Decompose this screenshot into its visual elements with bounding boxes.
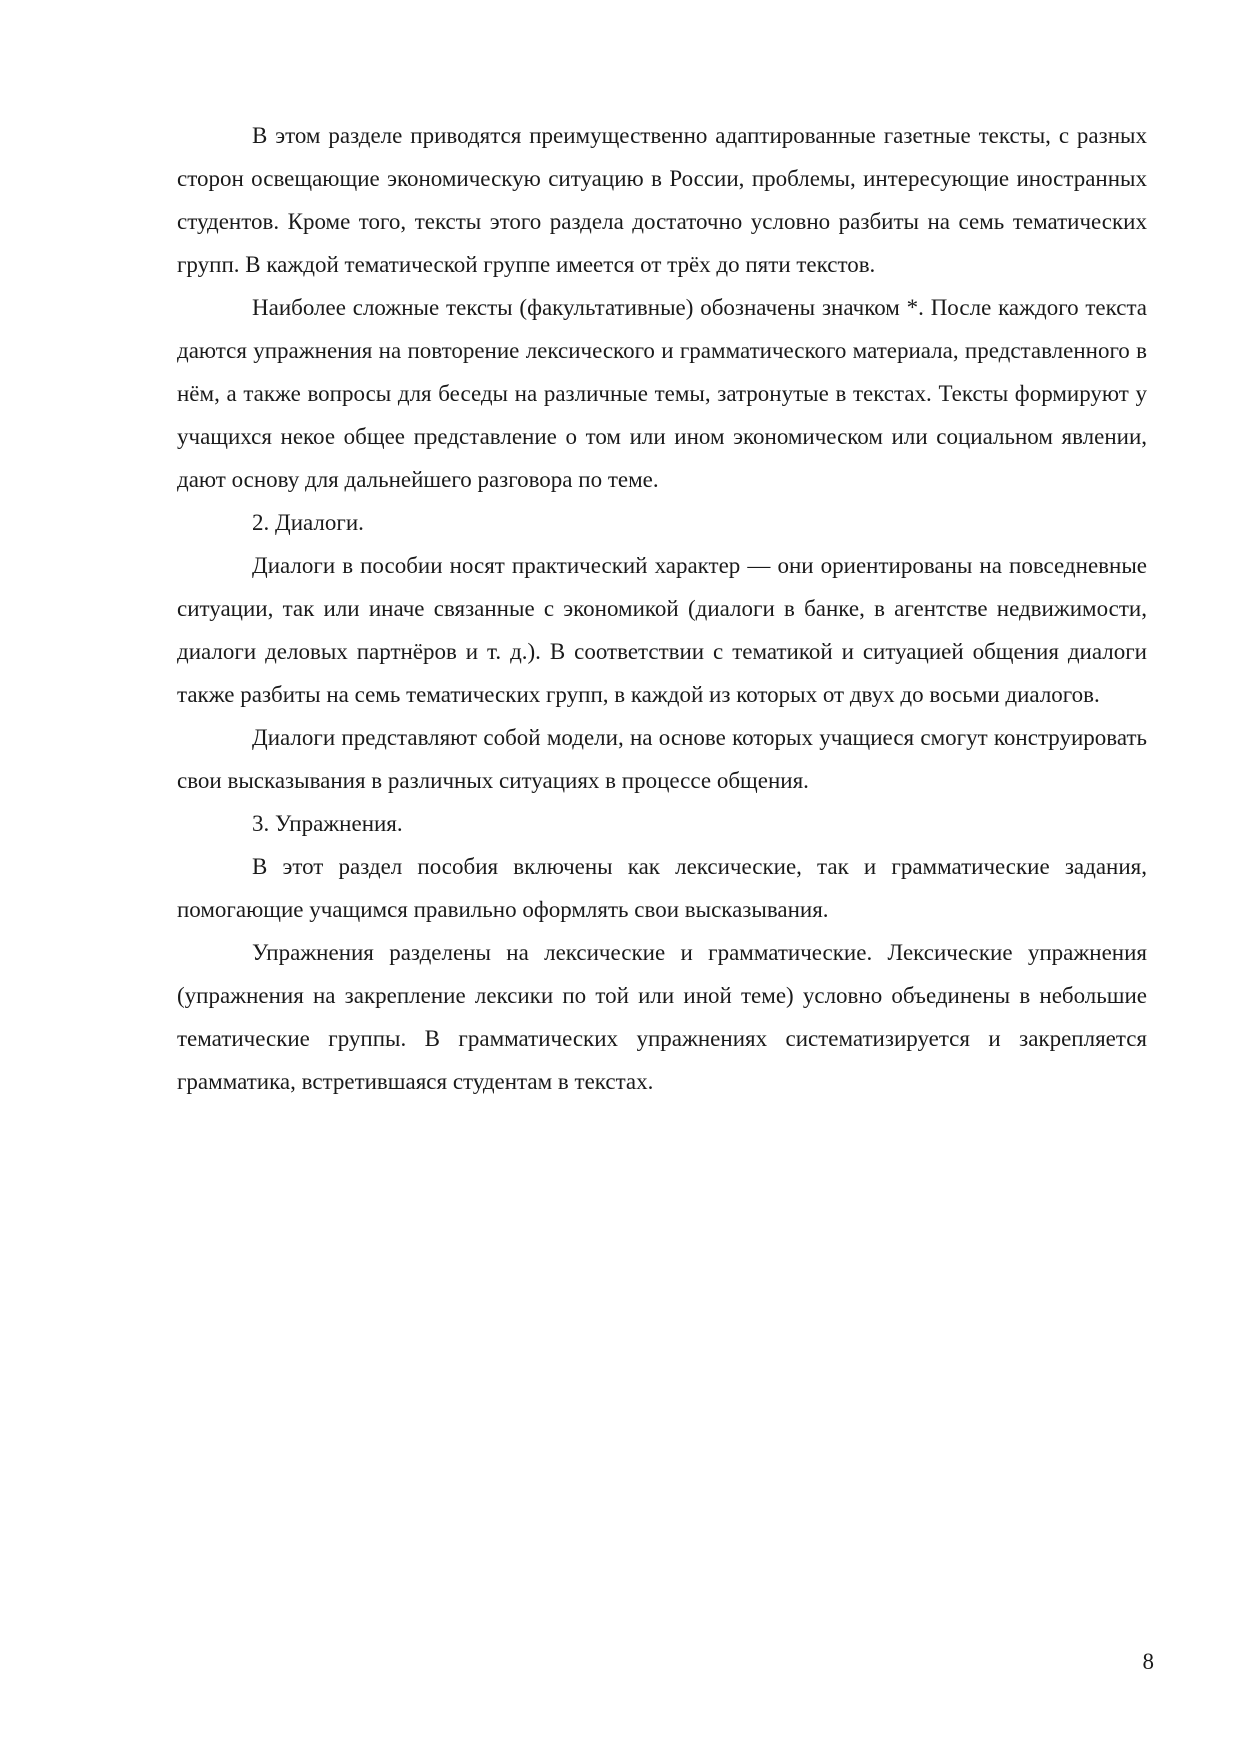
body-text <box>177 114 1147 1103</box>
paragraph-exercises-types: Упражнения разделены на лексические и грамматические. Лексические упражнения (упражнения на закрепление лексики по той или иной теме) условно объединены в небольшие тематические группы. В грамматических упражнениях систематизируется и закрепляется грамматика, встретившаяся студентам в текстах. <box>177 940 1147 1094</box>
paragraph-exercises-tasks: В этот раздел пособия включены как лексические, так и грамматические задания, помогающие учащимся правильно оформлять свои высказывания. <box>177 854 1147 922</box>
paragraph-difficult-texts: Наиболее сложные тексты (факультативные) обозначены значком *. После каждого текста даются упражнения на повторение лексического и грамматического материала, представленного в нём, а также вопросы для беседы на различные темы, затронутые в текстах. Тексты формируют у учащихся некое общее представление о том или ином экономическом или социальном явлении, дают основу для дальнейшего разговора по теме. <box>177 295 1147 492</box>
paragraph-dialogues-models: Диалоги представляют собой модели, на основе которых учащиеся смогут конструировать свои высказывания в различных ситуациях в процессе общения. <box>177 725 1147 793</box>
section-heading-dialogues: 2. Диалоги. <box>252 510 364 535</box>
paragraph-texts-section-intro: В этом разделе приводятся преимущественно адаптированные газетные тексты, с разных сторон освещающие экономическую ситуацию в России, проблемы, интересующие иностранных студентов. Кроме того, тексты этого раздела достаточно условно разбиты на семь тематических групп. В каждой тематической группе имеется от трёх до пяти текстов. <box>177 123 1147 277</box>
paragraph-dialogues-practical: Диалоги в пособии носят практический характер — они ориентированы на повседневные ситуации, так или иначе связанные с экономикой (диалоги в банке, в агентстве недвижимости, диалоги деловых партнёров и т. д.). В соответствии с тематикой и ситуацией общения диалоги также разбиты на семь тематических групп, в каждой из которых от двух до восьми диалогов. <box>177 553 1147 707</box>
section-heading-exercises: 3. Упражнения. <box>252 811 403 836</box>
page-number: 8 <box>1142 1649 1154 1674</box>
